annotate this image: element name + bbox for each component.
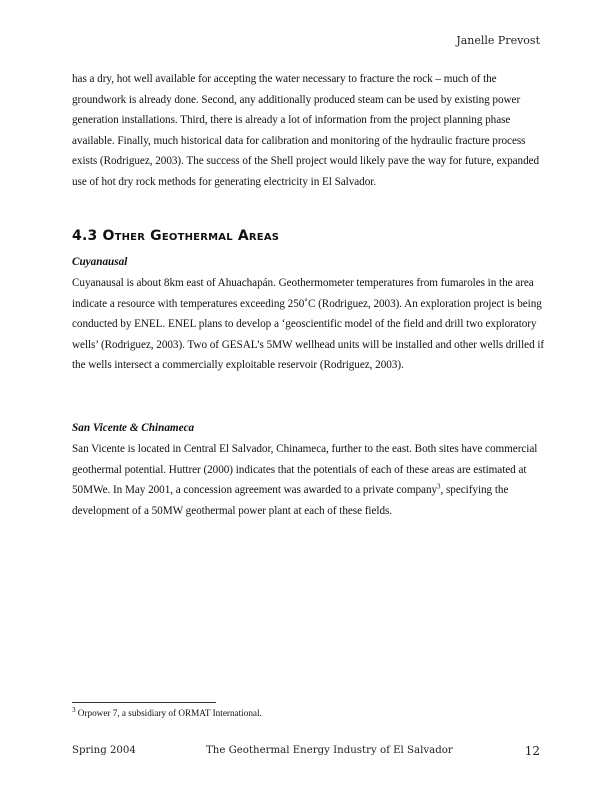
footnote-divider (72, 702, 216, 703)
footer-title: The Geothermal Energy Industry of El Salvador (206, 745, 453, 756)
paragraph-cuyanausal: Cuyanausal is about 8km east of Ahuachapán. Geothermometer temperatures from fumaroles in the area indicate a resource with temperatures exceeding 250˚C (Rodriguez, 2003). An exploration project is being conducted by ENEL. ENEL plans to develop a ‘geoscientific model of the field and drill two exploratory wells’ (Rodriguez, 2003). Two of GESAL’s 5MW wellhead units will be installed and other wells drilled if the wells intersect a commercially exploitable reservoir (Rodriguez, 2003). (72, 277, 545, 371)
running-header-author: Janelle Prevost (456, 34, 540, 47)
section-heading: 4.3 Other Geothermal Areas (72, 228, 280, 244)
paragraph-text-part1: San Vicente is located in Central El Salvador, Chinameca, further to the east. Both sites have commercial geothermal potential. Huttrer (2000) indicates that the potentials of each of these areas are estimated at 50MWe. In May 2001, a concession agreement was awarded to a private company (72, 443, 538, 496)
footnote (72, 705, 262, 718)
footnote-number: 3 (72, 705, 76, 714)
footnote-text: Orpower 7, a subsidiary of ORMAT International. (75, 708, 262, 718)
paragraph-san-vicente (72, 439, 550, 521)
subsection-title-cuyanausal: Cuyanausal (72, 256, 128, 268)
page-number: 12 (524, 744, 540, 758)
footnote-reference[interactable]: 3 (437, 482, 441, 491)
footer-date: Spring 2004 (72, 745, 136, 756)
paragraph-text-part2: , specifying the development of a 50MW geothermal power plant at each of these fields. (72, 484, 509, 517)
subsection-title-san-vicente: San Vicente & Chinameca (72, 422, 195, 434)
paragraph-continued: has a dry, hot well available for accepting the water necessary to fracture the rock – much of the groundwork is already done. Second, any additionally produced steam can be used by existing power generation installations. Third, there is already a lot of information from the project planning phase available. Finally, much historical data for calibration and monitoring of the hydraulic fracture process exists (Rodriguez, 2003). The success of the Shell project would likely pave the way for future, expanded use of hot dry rock methods for generating electricity in El Salvador. (72, 73, 540, 188)
